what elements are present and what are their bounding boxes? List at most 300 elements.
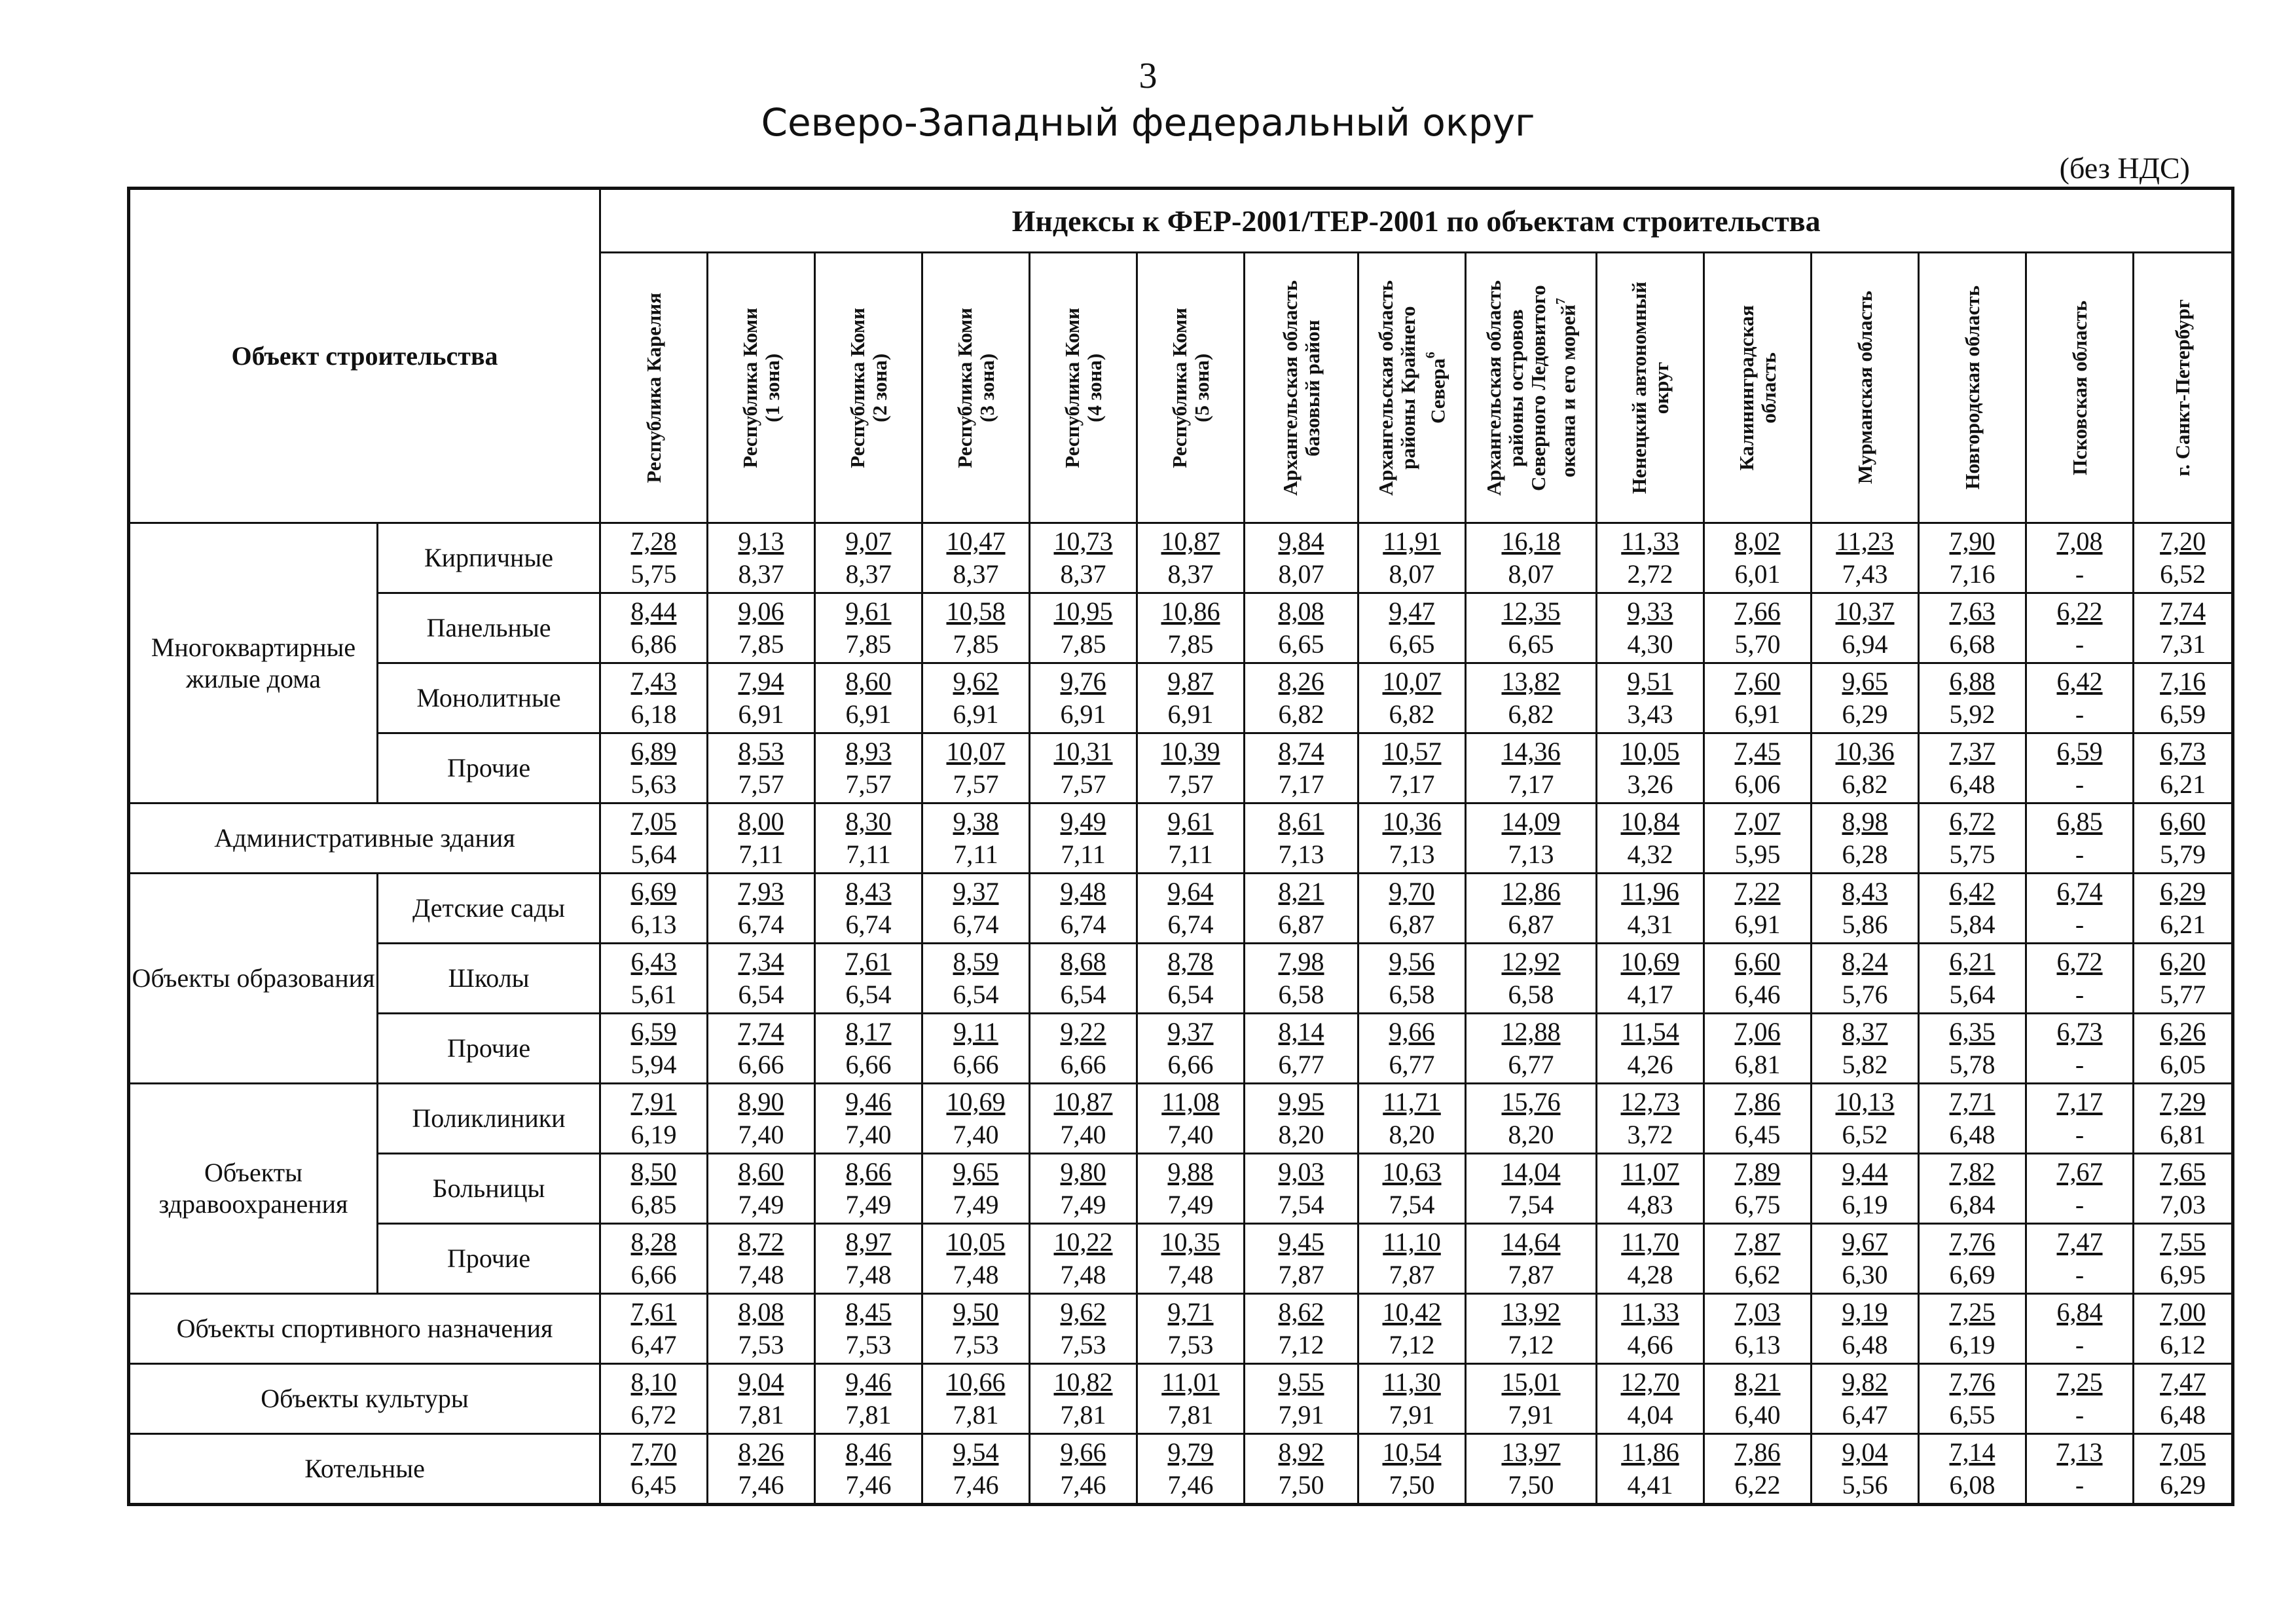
index-value-secondary: 6,45 xyxy=(630,1470,677,1500)
index-value-secondary: 6,48 xyxy=(1949,1120,1995,1149)
index-value-secondary: 7,13 xyxy=(1508,840,1554,869)
index-cell xyxy=(600,1084,708,1154)
index-value-primary: 9,44 xyxy=(1842,1157,1888,1187)
index-value-secondary: 6,66 xyxy=(630,1260,677,1289)
index-value-secondary: 6,91 xyxy=(845,699,892,729)
index-value-secondary: 7,85 xyxy=(953,629,999,659)
index-value-secondary: 6,19 xyxy=(630,1120,677,1149)
index-cell xyxy=(708,733,815,803)
index-value-primary: 8,24 xyxy=(1842,947,1888,976)
index-value-secondary: 6,58 xyxy=(1389,980,1435,1009)
index-value-primary: 7,91 xyxy=(630,1087,677,1116)
index-value-secondary: 6,66 xyxy=(845,1050,892,1079)
index-value-secondary: 6,65 xyxy=(1389,629,1435,659)
index-cell xyxy=(1812,733,1919,803)
index-value-primary: 7,71 xyxy=(1949,1087,1995,1116)
index-value-primary: 6,42 xyxy=(1949,877,1995,906)
index-cell xyxy=(1245,593,1358,663)
index-cell xyxy=(815,803,922,874)
index-cell xyxy=(922,803,1030,874)
index-value-primary: 7,60 xyxy=(1734,667,1781,696)
index-value-primary: 11,01 xyxy=(1161,1367,1220,1397)
index-value-primary: 8,21 xyxy=(1278,877,1324,906)
index-value-primary: 6,85 xyxy=(2056,807,2103,836)
region-header xyxy=(2134,253,2233,523)
index-value-primary: 7,93 xyxy=(738,877,784,906)
index-value-primary: 11,07 xyxy=(1621,1157,1679,1187)
index-value-primary: 9,64 xyxy=(1167,877,1214,906)
index-value-primary: 11,33 xyxy=(1621,1297,1679,1327)
index-value-secondary: 7,11 xyxy=(1168,840,1213,869)
index-cell xyxy=(1137,874,1245,944)
index-value-primary: 6,59 xyxy=(2056,737,2103,766)
index-value-secondary: 7,11 xyxy=(738,840,784,869)
index-cell xyxy=(708,803,815,874)
index-value-secondary: 6,74 xyxy=(953,910,999,939)
index-value-secondary: 6,54 xyxy=(953,980,999,1009)
index-value-secondary: 4,83 xyxy=(1627,1190,1673,1219)
index-value-primary: 7,61 xyxy=(845,947,892,976)
index-cell xyxy=(2026,733,2134,803)
index-cell xyxy=(1466,803,1597,874)
index-cell xyxy=(1597,1014,1704,1084)
index-value-secondary: 6,29 xyxy=(1842,699,1888,729)
index-value-primary: 10,66 xyxy=(946,1367,1006,1397)
index-value-primary: 9,87 xyxy=(1167,667,1214,696)
footnote-marker: 6 xyxy=(1423,352,1438,359)
index-cell xyxy=(1597,1364,1704,1434)
index-value-secondary: 5,95 xyxy=(1734,840,1781,869)
index-value-primary: 16,18 xyxy=(1501,526,1561,556)
index-value-primary: 9,61 xyxy=(845,597,892,626)
index-value-primary: 7,13 xyxy=(2056,1437,2103,1467)
index-cell xyxy=(1919,1294,2026,1364)
region-name-line: Республика Коми xyxy=(1167,307,1191,468)
index-value-secondary: 6,46 xyxy=(1734,980,1781,1009)
index-cell xyxy=(922,1434,1030,1505)
index-value-primary: 8,45 xyxy=(845,1297,892,1327)
index-value-primary: 8,30 xyxy=(845,807,892,836)
index-cell xyxy=(1137,1224,1245,1294)
index-value-secondary: 6,18 xyxy=(630,699,677,729)
index-value-secondary: 5,76 xyxy=(1842,980,1888,1009)
index-cell xyxy=(1245,1294,1358,1364)
index-value-secondary: 6,62 xyxy=(1734,1260,1781,1289)
index-value-primary: 6,84 xyxy=(2056,1297,2103,1327)
index-value-primary: 7,74 xyxy=(738,1017,784,1046)
index-cell xyxy=(1919,593,2026,663)
index-cell xyxy=(1358,803,1466,874)
index-value-secondary: - xyxy=(2075,699,2085,729)
object-subtype-name: Прочие xyxy=(378,1224,600,1294)
index-value-primary: 10,07 xyxy=(946,737,1006,766)
index-value-primary: 10,22 xyxy=(1053,1227,1113,1257)
index-value-primary: 9,06 xyxy=(738,597,784,626)
index-value-primary: 15,01 xyxy=(1501,1367,1561,1397)
index-cell xyxy=(815,1014,922,1084)
index-value-secondary: 7,48 xyxy=(1060,1260,1106,1289)
index-value-primary: 10,87 xyxy=(1161,526,1220,556)
index-value-primary: 6,74 xyxy=(2056,877,2103,906)
index-cell xyxy=(1245,1364,1358,1434)
region-header xyxy=(1245,253,1358,523)
index-cell xyxy=(1137,803,1245,874)
index-cell xyxy=(2026,593,2134,663)
index-value-primary: 9,71 xyxy=(1167,1297,1214,1327)
index-value-secondary: 6,48 xyxy=(1949,769,1995,799)
index-value-primary: 9,46 xyxy=(845,1087,892,1116)
index-cell xyxy=(1466,1224,1597,1294)
index-value-primary: 7,67 xyxy=(2056,1157,2103,1187)
index-value-primary: 10,39 xyxy=(1161,737,1220,766)
index-cell xyxy=(922,1084,1030,1154)
index-value-primary: 10,63 xyxy=(1382,1157,1442,1187)
index-value-primary: 9,04 xyxy=(738,1367,784,1397)
index-value-primary: 11,70 xyxy=(1621,1227,1679,1257)
index-value-secondary: 4,30 xyxy=(1627,629,1673,659)
index-value-secondary: 5,64 xyxy=(630,840,677,869)
index-cell xyxy=(1812,1014,1919,1084)
table-row xyxy=(129,663,2233,733)
index-value-primary: 7,74 xyxy=(2160,597,2206,626)
index-value-primary: 9,61 xyxy=(1167,807,1214,836)
index-cell xyxy=(600,663,708,733)
index-value-secondary: 7,12 xyxy=(1389,1330,1435,1359)
index-value-secondary: 6,47 xyxy=(630,1330,677,1359)
index-value-secondary: 6,52 xyxy=(2160,559,2206,589)
index-value-secondary: 5,63 xyxy=(630,769,677,799)
index-value-secondary: 5,94 xyxy=(630,1050,677,1079)
index-cell xyxy=(2026,1434,2134,1505)
index-cell xyxy=(708,1084,815,1154)
index-value-secondary: 7,40 xyxy=(845,1120,892,1149)
index-cell xyxy=(600,1434,708,1505)
index-cell xyxy=(1030,523,1137,593)
index-cell xyxy=(600,1294,708,1364)
region-header xyxy=(708,253,815,523)
index-value-primary: 9,49 xyxy=(1060,807,1106,836)
index-value-secondary: 7,81 xyxy=(953,1400,999,1430)
index-value-primary: 7,47 xyxy=(2056,1227,2103,1257)
index-value-primary: 7,07 xyxy=(1734,807,1781,836)
index-value-secondary: 7,48 xyxy=(1167,1260,1214,1289)
index-value-secondary: 7,53 xyxy=(845,1330,892,1359)
index-cell xyxy=(815,663,922,733)
index-value-primary: 10,05 xyxy=(946,1227,1006,1257)
region-header xyxy=(1358,253,1466,523)
index-cell xyxy=(1812,1294,1919,1364)
index-value-primary: 6,20 xyxy=(2160,947,2206,976)
index-value-primary: 8,00 xyxy=(738,807,784,836)
index-value-primary: 7,94 xyxy=(738,667,784,696)
index-value-secondary: 7,81 xyxy=(738,1400,784,1430)
index-value-primary: 9,88 xyxy=(1167,1157,1214,1187)
index-value-primary: 6,29 xyxy=(2160,877,2206,906)
index-value-secondary: 6,82 xyxy=(1508,699,1554,729)
index-value-primary: 8,72 xyxy=(738,1227,784,1257)
index-value-primary: 9,66 xyxy=(1060,1437,1106,1467)
object-name: Объекты спортивного назначения xyxy=(129,1294,600,1364)
index-value-secondary: 7,17 xyxy=(1508,769,1554,799)
index-value-secondary: - xyxy=(2075,910,2085,939)
object-subtype-name: Школы xyxy=(378,944,600,1014)
index-value-secondary: 7,40 xyxy=(1060,1120,1106,1149)
object-name: Административные здания xyxy=(129,803,600,874)
index-value-secondary: 7,48 xyxy=(953,1260,999,1289)
index-value-primary: 6,35 xyxy=(1949,1017,1995,1046)
index-cell xyxy=(1919,1224,2026,1294)
index-value-secondary: 6,59 xyxy=(2160,699,2206,729)
index-cell xyxy=(2134,523,2233,593)
index-value-secondary: 6,66 xyxy=(953,1050,999,1079)
index-value-secondary: 6,75 xyxy=(1734,1190,1781,1219)
index-value-primary: 11,91 xyxy=(1383,526,1441,556)
index-value-secondary: 6,74 xyxy=(1167,910,1214,939)
index-value-primary: 10,84 xyxy=(1620,807,1680,836)
index-value-primary: 10,73 xyxy=(1053,526,1113,556)
index-value-secondary: 4,32 xyxy=(1627,840,1673,869)
index-value-secondary: 6,47 xyxy=(1842,1400,1888,1430)
index-value-primary: 7,87 xyxy=(1734,1227,1781,1257)
object-subtype-name: Детские сады xyxy=(378,874,600,944)
index-value-primary: 11,54 xyxy=(1621,1017,1679,1046)
index-cell xyxy=(1597,733,1704,803)
index-cell xyxy=(708,1224,815,1294)
region-name-line: Республика Коми xyxy=(1060,307,1084,468)
index-value-primary: 9,55 xyxy=(1278,1367,1324,1397)
index-cell xyxy=(2134,1294,2233,1364)
region-name-line: Республика Коми xyxy=(738,307,761,468)
index-value-primary: 7,34 xyxy=(738,947,784,976)
page-number: 3 xyxy=(1139,56,1157,96)
index-value-secondary: 7,50 xyxy=(1278,1470,1324,1500)
index-value-primary: 8,74 xyxy=(1278,737,1324,766)
index-cell xyxy=(922,1224,1030,1294)
index-value-secondary: 6,81 xyxy=(1734,1050,1781,1079)
index-value-primary: 9,65 xyxy=(1842,667,1888,696)
index-value-primary: 13,82 xyxy=(1501,667,1561,696)
index-value-primary: 14,04 xyxy=(1501,1157,1561,1187)
index-cell xyxy=(1137,1434,1245,1505)
index-value-secondary: 4,28 xyxy=(1627,1260,1673,1289)
index-cell xyxy=(2026,1224,2134,1294)
index-value-primary: 8,92 xyxy=(1278,1437,1324,1467)
region-name-line: (4 зона) xyxy=(1082,353,1106,422)
index-value-primary: 11,30 xyxy=(1383,1367,1441,1397)
index-value-primary: 7,47 xyxy=(2160,1367,2206,1397)
index-value-primary: 9,47 xyxy=(1389,597,1435,626)
index-cell xyxy=(1466,663,1597,733)
index-cell xyxy=(1030,663,1137,733)
object-subtype-name: Прочие xyxy=(378,733,600,803)
index-value-secondary: 7,48 xyxy=(845,1260,892,1289)
index-cell xyxy=(1245,1224,1358,1294)
index-value-primary: 8,26 xyxy=(738,1437,784,1467)
index-value-primary: 11,71 xyxy=(1383,1087,1441,1116)
index-value-secondary: 6,54 xyxy=(1060,980,1106,1009)
index-value-primary: 8,26 xyxy=(1278,667,1324,696)
index-value-secondary: 7,81 xyxy=(845,1400,892,1430)
index-value-primary: 8,46 xyxy=(845,1437,892,1467)
object-subtype-name: Монолитные xyxy=(378,663,600,733)
index-value-secondary: 5,64 xyxy=(1949,980,1995,1009)
index-value-secondary: 7,46 xyxy=(1060,1470,1106,1500)
index-cell xyxy=(1466,1434,1597,1505)
table-row xyxy=(129,803,2233,874)
table-row xyxy=(129,523,2233,593)
index-cell xyxy=(922,523,1030,593)
index-cell xyxy=(1358,1364,1466,1434)
index-value-secondary: 8,37 xyxy=(845,559,892,589)
index-cell xyxy=(708,593,815,663)
region-name-line: океана и его морей xyxy=(1556,304,1580,477)
index-value-secondary: 8,37 xyxy=(738,559,784,589)
object-name: Котельные xyxy=(129,1434,600,1505)
index-value-primary: 7,05 xyxy=(630,807,677,836)
index-value-primary: 9,38 xyxy=(953,807,999,836)
index-value-secondary: 2,72 xyxy=(1627,559,1673,589)
index-cell xyxy=(1030,1154,1137,1224)
index-value-primary: 7,16 xyxy=(2160,667,2206,696)
index-cell xyxy=(600,874,708,944)
index-value-primary: 7,06 xyxy=(1734,1017,1781,1046)
index-value-secondary: 7,57 xyxy=(1060,769,1106,799)
index-value-secondary: - xyxy=(2075,1400,2085,1430)
region-name-line: г. Санкт-Петербург xyxy=(2171,299,2195,477)
index-value-primary: 8,78 xyxy=(1167,947,1214,976)
index-value-secondary: 6,74 xyxy=(738,910,784,939)
index-cell xyxy=(1137,1154,1245,1224)
index-cell xyxy=(1466,733,1597,803)
index-value-primary: 6,88 xyxy=(1949,667,1995,696)
index-cell xyxy=(1030,874,1137,944)
index-value-primary: 6,22 xyxy=(2056,597,2103,626)
index-value-secondary: 6,86 xyxy=(630,629,677,659)
index-value-secondary: 7,81 xyxy=(1060,1400,1106,1430)
index-value-secondary: 7,53 xyxy=(1167,1330,1214,1359)
index-value-secondary: 7,43 xyxy=(1842,559,1888,589)
index-value-secondary: 6,28 xyxy=(1842,840,1888,869)
index-value-primary: 8,08 xyxy=(738,1297,784,1327)
index-cell xyxy=(2134,663,2233,733)
index-cell xyxy=(815,1154,922,1224)
index-value-secondary: 6,08 xyxy=(1949,1470,1995,1500)
index-value-primary: 12,86 xyxy=(1501,877,1561,906)
index-cell xyxy=(1704,593,1812,663)
index-value-primary: 14,64 xyxy=(1501,1227,1561,1257)
index-cell xyxy=(1597,593,1704,663)
index-cell xyxy=(1919,1434,2026,1505)
index-value-secondary: 6,22 xyxy=(1734,1470,1781,1500)
table-row xyxy=(129,1014,2233,1084)
index-value-secondary: 6,30 xyxy=(1842,1260,1888,1289)
index-cell xyxy=(1137,1014,1245,1084)
index-cell xyxy=(708,1294,815,1364)
index-cell xyxy=(1466,1084,1597,1154)
index-cell xyxy=(708,874,815,944)
index-value-primary: 8,14 xyxy=(1278,1017,1324,1046)
index-value-secondary: 6,54 xyxy=(845,980,892,1009)
index-value-primary: 8,60 xyxy=(845,667,892,696)
index-cell xyxy=(922,663,1030,733)
index-value-secondary: 6,65 xyxy=(1278,629,1324,659)
index-value-secondary: 5,56 xyxy=(1842,1470,1888,1500)
index-value-secondary: 6,45 xyxy=(1734,1120,1781,1149)
index-cell xyxy=(1704,663,1812,733)
index-cell xyxy=(708,1364,815,1434)
index-value-primary: 8,50 xyxy=(630,1157,677,1187)
index-cell xyxy=(922,944,1030,1014)
index-cell xyxy=(1137,733,1245,803)
region-name-line: базовый район xyxy=(1300,319,1324,456)
index-value-secondary: 7,49 xyxy=(953,1190,999,1219)
region-name-line: (5 зона) xyxy=(1190,353,1213,422)
index-value-primary: 10,05 xyxy=(1620,737,1680,766)
index-cell xyxy=(2134,1224,2233,1294)
index-cell xyxy=(1245,1434,1358,1505)
index-value-primary: 7,20 xyxy=(2160,526,2206,556)
index-value-primary: 7,37 xyxy=(1949,737,1995,766)
index-value-secondary: 7,91 xyxy=(1278,1400,1324,1430)
index-value-primary: 12,35 xyxy=(1501,597,1561,626)
index-value-secondary: 4,66 xyxy=(1627,1330,1673,1359)
index-cell xyxy=(1704,523,1812,593)
index-cell xyxy=(1030,593,1137,663)
index-cell xyxy=(1358,733,1466,803)
index-cell xyxy=(922,1294,1030,1364)
index-value-secondary: 7,85 xyxy=(845,629,892,659)
index-value-secondary: 7,16 xyxy=(1949,559,1995,589)
index-value-secondary: 4,26 xyxy=(1627,1050,1673,1079)
region-header xyxy=(1919,253,2026,523)
index-value-secondary: 6,54 xyxy=(738,980,784,1009)
index-value-primary: 6,21 xyxy=(1949,947,1995,976)
index-value-secondary: 7,12 xyxy=(1278,1330,1324,1359)
index-value-primary: 7,17 xyxy=(2056,1087,2103,1116)
region-header xyxy=(600,253,708,523)
index-value-primary: 9,65 xyxy=(953,1157,999,1187)
object-name: Объекты культуры xyxy=(129,1364,600,1434)
index-cell xyxy=(1597,1154,1704,1224)
index-value-secondary: 6,91 xyxy=(1734,699,1781,729)
index-value-secondary: 6,01 xyxy=(1734,559,1781,589)
index-value-secondary: 7,40 xyxy=(1167,1120,1214,1149)
index-value-secondary: 7,17 xyxy=(1278,769,1324,799)
index-value-secondary: 7,50 xyxy=(1508,1470,1554,1500)
index-cell xyxy=(1812,1364,1919,1434)
index-value-secondary: 7,49 xyxy=(845,1190,892,1219)
index-cell xyxy=(1358,944,1466,1014)
index-value-primary: 9,11 xyxy=(953,1017,998,1046)
index-value-primary: 11,23 xyxy=(1836,526,1894,556)
region-header xyxy=(922,253,1030,523)
region-name-line: Мурманская область xyxy=(1853,291,1876,485)
index-cell xyxy=(1358,663,1466,733)
index-value-primary: 10,82 xyxy=(1053,1367,1113,1397)
table-row xyxy=(129,1294,2233,1364)
index-value-secondary: 7,87 xyxy=(1278,1260,1324,1289)
index-cell xyxy=(1597,663,1704,733)
index-value-secondary: 6,65 xyxy=(1508,629,1554,659)
index-value-primary: 8,98 xyxy=(1842,807,1888,836)
index-value-primary: 9,37 xyxy=(1167,1017,1214,1046)
index-value-primary: 6,72 xyxy=(1949,807,1995,836)
index-value-primary: 12,73 xyxy=(1620,1087,1680,1116)
index-value-secondary: 7,54 xyxy=(1508,1190,1554,1219)
index-value-primary: 7,76 xyxy=(1949,1227,1995,1257)
header-row xyxy=(129,189,2233,253)
index-cell xyxy=(1919,874,2026,944)
